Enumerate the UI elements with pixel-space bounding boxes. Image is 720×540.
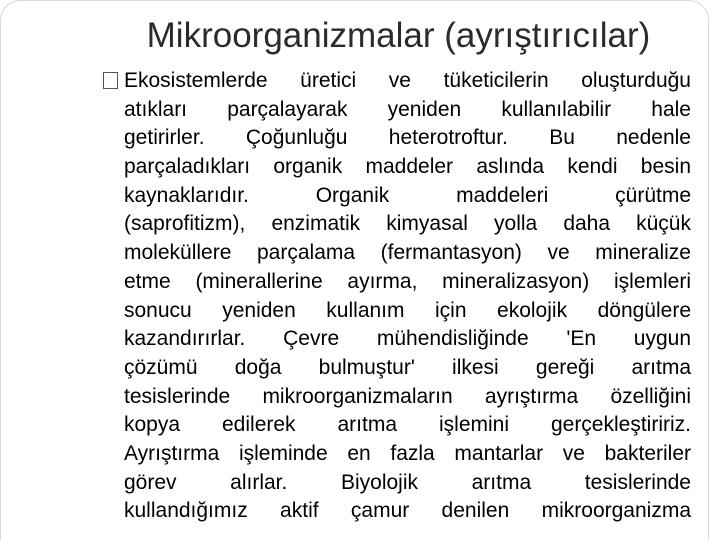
text-line: getirirler. Çoğunluğu heterotroftur. Bu nedenle: [124, 126, 691, 150]
text-line: atıkları parçalayarak yeniden kullanılabilir hale: [124, 97, 691, 121]
text-line: kaynaklarıdır. Organik maddeleri çürütme: [124, 183, 691, 207]
bullet-text: [124, 67, 691, 526]
text-line: Ekosistemlerde üretici ve tüketicilerin oluşturduğu: [124, 69, 691, 92]
text-line: moleküllere parçalama (fermantasyon) ve mineralize: [124, 241, 691, 265]
slide-title: Mikroorganizmalar (ayrıştırıcılar): [146, 16, 651, 55]
text-line: kopya edilerek arıtma işlemini gerçekleştiririz.: [124, 413, 691, 437]
text-line: kullandığımız aktif çamur denilen mikroorganizma: [124, 499, 691, 523]
text-line: görev alırlar. Biyolojik arıtma tesislerinde: [124, 470, 691, 494]
text-line: parçaladıkları organik maddeler aslında kendi besin: [124, 155, 691, 179]
text-line: (saprofitizm), enzimatik kimyasal yolla daha küçük: [124, 212, 691, 236]
text-line: Ayrıştırma işleminde en fazla mantarlar ve bakteriler: [124, 441, 691, 465]
bullet-box-icon: [103, 72, 118, 89]
text-line: çözümü doğa bulmuştur' ilkesi gereği arıtma: [124, 355, 691, 379]
text-line: tesislerinde mikroorganizmaların ayrıştırma özelliğini: [124, 384, 691, 408]
text-line: kazandırırlar. Çevre mühendisliğinde 'En uygun: [124, 327, 691, 351]
text-line: etme (minerallerine ayırma, mineralizasyon) işlemleri: [124, 269, 691, 293]
text-line: sonucu yeniden kullanım için ekolojik döngülere: [124, 298, 691, 322]
